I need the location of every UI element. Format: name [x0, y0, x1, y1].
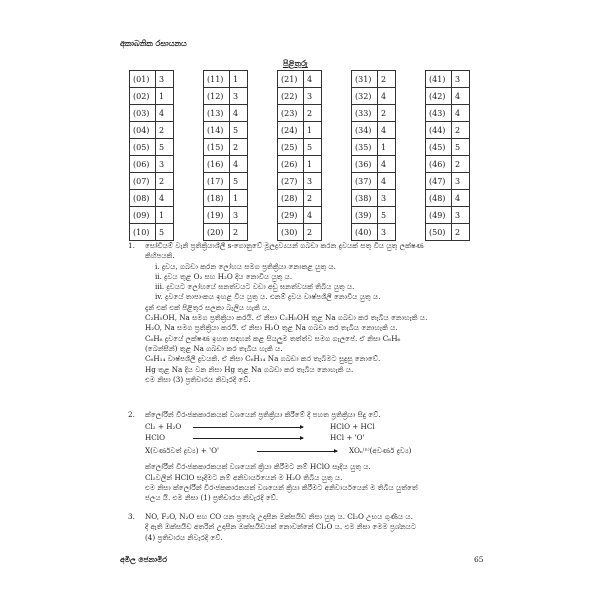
answer-row	[426, 224, 470, 241]
answer-row	[130, 207, 174, 224]
answer-cell: 2	[378, 105, 396, 122]
q1-body-line: දැන් එක් එක් පිළිතුර සලකා බැලිය හැකි ය.	[145, 302, 270, 312]
question-number-cell: (07)	[130, 173, 156, 190]
q1-body-line: C₆H₁₄ වාෂ්පශීලී ද්‍රවයකි. ඒ නිසා C₆H₁₄ Na ගබඩා කර තැබීමට සුදුසු නොවේ.	[145, 354, 381, 364]
question-number-cell: (14)	[204, 122, 230, 139]
answer-row	[352, 207, 396, 224]
question-number-cell: (18)	[204, 190, 230, 207]
question-number-cell: (40)	[352, 224, 378, 241]
question-number-cell: (02)	[130, 88, 156, 105]
answer-cell: 4	[230, 156, 248, 173]
answer-cell: 3	[156, 71, 174, 88]
answer-cell: 2	[156, 122, 174, 139]
answer-cell: 2	[452, 156, 470, 173]
question-number-cell: (24)	[278, 122, 304, 139]
answer-row	[426, 139, 470, 156]
answer-row	[204, 156, 248, 173]
answer-cell: 5	[304, 139, 322, 156]
answer-row	[352, 156, 396, 173]
q1-criterion: i. ද්‍රවය, ගබඩා කරන ලෝහය සමග ප්‍රතික්‍රියා නොකළ යුතු ය.	[155, 261, 336, 271]
answer-cell: 4	[378, 88, 396, 105]
page-header-title: අකාබනික රසායනය	[120, 38, 187, 48]
answer-row	[204, 190, 248, 207]
question-number-cell: (05)	[130, 139, 156, 156]
answer-cell: 4	[378, 173, 396, 190]
answer-cell: 3	[304, 173, 322, 190]
answer-row	[278, 207, 322, 224]
question-number-cell: (36)	[352, 156, 378, 173]
answer-row	[352, 173, 396, 190]
answer-cell: 4	[156, 105, 174, 122]
answer-cell: 2	[304, 105, 322, 122]
answer-cell: 1	[156, 88, 174, 105]
answer-row	[278, 190, 322, 207]
question-number-cell: (11)	[204, 71, 230, 88]
question-number-cell: (08)	[130, 190, 156, 207]
answer-row	[130, 156, 174, 173]
answer-row	[204, 88, 248, 105]
question-3	[128, 512, 528, 543]
answer-cell: 5	[156, 224, 174, 241]
question-number-cell: (39)	[352, 207, 378, 224]
answers-heading: පිළිතුරු	[283, 58, 308, 68]
answer-row	[352, 88, 396, 105]
answer-cell: 2	[378, 71, 396, 88]
question-number-cell: (43)	[426, 105, 452, 122]
answer-row	[130, 173, 174, 190]
question-number-cell: (45)	[426, 139, 452, 156]
answer-row	[426, 88, 470, 105]
answer-cell: 4	[452, 190, 470, 207]
equation-2-products: HCl + 'O'	[330, 433, 365, 443]
question-number-cell: (41)	[426, 71, 452, 88]
question-number-cell: (21)	[278, 71, 304, 88]
reaction-equations	[145, 422, 528, 462]
answer-cell: 3	[230, 88, 248, 105]
answer-row	[426, 122, 470, 139]
answer-row	[204, 71, 248, 88]
q1-criterion: iii. ද්‍රවයට ලෝහයේ ඝනත්වයට වඩා අඩු ඝනත්වයක් තිබිය යුතු ය.	[155, 282, 355, 292]
question-number-cell: (13)	[204, 105, 230, 122]
question-number-cell: (03)	[130, 105, 156, 122]
answer-cell: 1	[304, 156, 322, 173]
q1-body-line: H₂O, Na සමග ප්‍රතික්‍රියා කරයි. ඒ නිසා H₂O තුළ Na ගබඩා කර තැබිය නොහැකි ය.	[145, 323, 398, 333]
answer-row	[204, 224, 248, 241]
equation-3-reactants: X(වර්ණවත් ද්‍රව්‍ය) + 'O'	[145, 446, 219, 456]
q3-body-line: දී ඇති ඔක්සයිඩ අතරින් උදාසීන ඔක්සයිඩයක් නොවන්නේ Cl₂O ය. එම නිසා මෙම ප්‍රශ්නයට	[145, 522, 417, 532]
question-number-cell: (30)	[278, 224, 304, 241]
question-number-cell: (33)	[352, 105, 378, 122]
answer-cell: 5	[452, 139, 470, 156]
question-number-cell: (31)	[352, 71, 378, 88]
answer-row	[352, 122, 396, 139]
answer-row	[426, 105, 470, 122]
equation-2-reactants: HClO	[145, 433, 165, 443]
question-number-cell: (20)	[204, 224, 230, 241]
answer-cell: 4	[156, 190, 174, 207]
answer-cell: 1	[230, 190, 248, 207]
answer-row	[426, 190, 470, 207]
answer-cell: 4	[378, 122, 396, 139]
answer-table	[351, 70, 396, 241]
answer-cell: 4	[304, 71, 322, 88]
answer-cell: 1	[156, 207, 174, 224]
question-number-cell: (26)	[278, 156, 304, 173]
answer-row	[130, 122, 174, 139]
answer-cell: 1	[378, 139, 396, 156]
question-number: 2.	[128, 410, 135, 419]
question-number-cell: (01)	[130, 71, 156, 88]
question-number-cell: (15)	[204, 139, 230, 156]
q2-intro-line: ක්ලෝරීන් විරංජකකාරකයක් වශයෙන් ප්‍රතික්‍රියා කිරීමේ දී පහත ප්‍රතික්‍රියා සිදු වේ.	[145, 410, 381, 419]
answer-row	[426, 207, 470, 224]
answer-row	[352, 71, 396, 88]
answer-row	[204, 105, 248, 122]
answer-row	[204, 207, 248, 224]
question-number-cell: (46)	[426, 156, 452, 173]
answer-cell: 2	[304, 190, 322, 207]
answer-cell: 3	[378, 190, 396, 207]
answer-row	[352, 224, 396, 241]
answer-cell: 4	[452, 88, 470, 105]
equation-1-products: HClO + HCl	[330, 422, 375, 432]
answer-table	[425, 70, 470, 241]
question-number-cell: (23)	[278, 105, 304, 122]
answer-cell: 5	[156, 139, 174, 156]
answer-cell: 4	[230, 105, 248, 122]
answer-cell: 3	[156, 156, 174, 173]
answer-row	[426, 173, 470, 190]
answer-cell: 4	[304, 207, 322, 224]
q1-body-line: C₂H₅OH, Na සමග ප්‍රතික්‍රියා කරයි. ඒ නිසා C₂H₅OH තුළ Na ගබඩා කර තැබිය නොහැකි ය.	[145, 313, 428, 323]
answer-cell: 2	[452, 122, 470, 139]
reaction-arrow	[193, 427, 303, 428]
answer-row	[278, 173, 322, 190]
answer-row	[278, 71, 322, 88]
answer-cell: 3	[378, 224, 396, 241]
q1-intro-line: කිහිපයකි.	[145, 251, 175, 261]
answer-cell: 2	[452, 224, 470, 241]
answer-row	[130, 105, 174, 122]
answer-row	[130, 71, 174, 88]
q1-criterion: ii. ද්‍රවය තුළ O₂ සහ H₂O දිය නොවිය යුතු ය.	[155, 271, 293, 281]
answer-row	[426, 156, 470, 173]
answer-cell: 3	[452, 173, 470, 190]
answer-cell: 4	[452, 105, 470, 122]
question-number-cell: (09)	[130, 207, 156, 224]
answer-row	[352, 105, 396, 122]
question-number: 3.	[128, 512, 135, 521]
answer-row	[278, 122, 322, 139]
question-number-cell: (47)	[426, 173, 452, 190]
q2-body-line: Cl₂වලින් HClO සෑදීමට නම් අනිවාර්යයෙන් ම H₂O තිබිය යුතු ය.	[145, 472, 343, 482]
answer-row	[204, 122, 248, 139]
answer-row	[130, 139, 174, 156]
answer-cell: 3	[452, 71, 470, 88]
answer-cell: 2	[156, 173, 174, 190]
question-number-cell: (48)	[426, 190, 452, 207]
answer-cell: 3	[230, 207, 248, 224]
question-number-cell: (19)	[204, 207, 230, 224]
question-number-cell: (29)	[278, 207, 304, 224]
equation-3-products: XOₙ⁽ⁿ⁾(අවර්ණ ද්‍රව්‍ය)	[349, 446, 412, 456]
answer-cell: 1	[304, 122, 322, 139]
answer-row	[278, 224, 322, 241]
question-number-cell: (06)	[130, 156, 156, 173]
answer-row	[204, 173, 248, 190]
question-number-cell: (37)	[352, 173, 378, 190]
answer-cell: 3	[304, 88, 322, 105]
answer-row	[278, 139, 322, 156]
q1-body-line: එම නිසා (3) ප්‍රතිචාරය නිවැරදි වේ.	[145, 374, 251, 384]
answer-cell: 4	[378, 156, 396, 173]
answer-row	[204, 139, 248, 156]
question-number-cell: (34)	[352, 122, 378, 139]
answer-row	[130, 190, 174, 207]
q3-body-line: (4) ප්‍රතිචාරය නිවැරදි වේ.	[145, 532, 223, 542]
q2-body-line: එම නිසා ක්ලෝරීන් විරංජකකාරකයක් වශයෙන් ක්‍රියා කිරීමට අනිවාර්යයෙන් ම තිබිය යුත්තේ	[145, 482, 418, 492]
question-number-cell: (12)	[204, 88, 230, 105]
answer-cell: 2	[230, 224, 248, 241]
q2-body-line: ක්ලෝරීන් විරංජකකාරකයක් වශයෙන් ක්‍රියා කිරීමට නම් HClO සෑදිය යුතු ය.	[145, 462, 371, 472]
equation-1-reactants: Cl₂ + H₂O	[145, 422, 182, 432]
answer-row	[278, 88, 322, 105]
answer-row	[130, 88, 174, 105]
q1-intro-line: සෝඩියම් වැනි ප්‍රතික්‍රියාශීලී s-ගොනුවේ මූලද්‍රව්‍යයන් ගබඩා කරන ද්‍රවයක් සතු විය යුතු ලක්ෂණ	[145, 241, 424, 250]
question-number-cell: (35)	[352, 139, 378, 156]
answer-cell: 2	[304, 224, 322, 241]
question-number-cell: (50)	[426, 224, 452, 241]
answer-row	[278, 156, 322, 173]
answer-row	[130, 224, 174, 241]
question-number-cell: (28)	[278, 190, 304, 207]
question-number-cell: (32)	[352, 88, 378, 105]
q1-body-line: Hg තුළ Na දිය වන නිසා Hg තුළ Na ගබඩා කර තැබිය නොහැකි ය.	[145, 364, 354, 374]
question-number-cell: (04)	[130, 122, 156, 139]
answer-row	[426, 71, 470, 88]
question-number-cell: (16)	[204, 156, 230, 173]
footer-author: අමිල ජෙනාමිර	[120, 555, 168, 564]
answer-cell: 5	[230, 122, 248, 139]
answer-table	[129, 70, 174, 241]
question-number-cell: (44)	[426, 122, 452, 139]
question-number-cell: (27)	[278, 173, 304, 190]
q3-body-line: NO, F₂O, N₂O සහ CO යන ප්‍රභේද උදාසීන ඔක්සයිඩ නිසා යුතු ය. Cl₂O උභය ගුණීය ය.	[145, 512, 413, 521]
question-number-cell: (22)	[278, 88, 304, 105]
q1-criterion: iv. ද්‍රවයේ තාපාංකය ඉහළ විය යුතු ය. එනම් ද්‍රවය වාෂ්පශීලී නොවිය යුතු ය.	[155, 292, 381, 302]
answer-row	[352, 139, 396, 156]
reaction-arrow	[193, 438, 303, 439]
question-number: 1.	[128, 241, 135, 250]
question-2	[128, 410, 528, 503]
answer-cell: 1	[230, 71, 248, 88]
question-number-cell: (49)	[426, 207, 452, 224]
answer-row	[278, 105, 322, 122]
question-number-cell: (10)	[130, 224, 156, 241]
question-1	[128, 241, 528, 385]
answer-row	[352, 190, 396, 207]
answer-table	[203, 70, 248, 241]
answer-cell: 5	[378, 207, 396, 224]
answer-table	[277, 70, 322, 241]
question-number-cell: (38)	[352, 190, 378, 207]
question-number-cell: (42)	[426, 88, 452, 105]
page-number: 65	[474, 555, 484, 564]
q1-body-line: (බෙන්සීන්) තුළ Na ගබඩා කර තැබිය හැකි ය.	[145, 343, 283, 353]
q1-body-line: C₆H₆ ද්‍රවයේ ලක්ෂණ ඉහත සඳහන් කළ සියලුම තත්ත්ව සමග ගැලපේ. ඒ නිසා C₆H₆	[145, 333, 401, 343]
q2-body-line: ජලය යි. එම නිසා (1) ප්‍රතිචාරය නිවැරදි වේ.	[145, 493, 279, 503]
answer-cell: 3	[452, 207, 470, 224]
answer-cell: 2	[230, 139, 248, 156]
question-number-cell: (25)	[278, 139, 304, 156]
question-number-cell: (17)	[204, 173, 230, 190]
reaction-arrow	[257, 451, 337, 452]
answer-cell: 5	[230, 173, 248, 190]
